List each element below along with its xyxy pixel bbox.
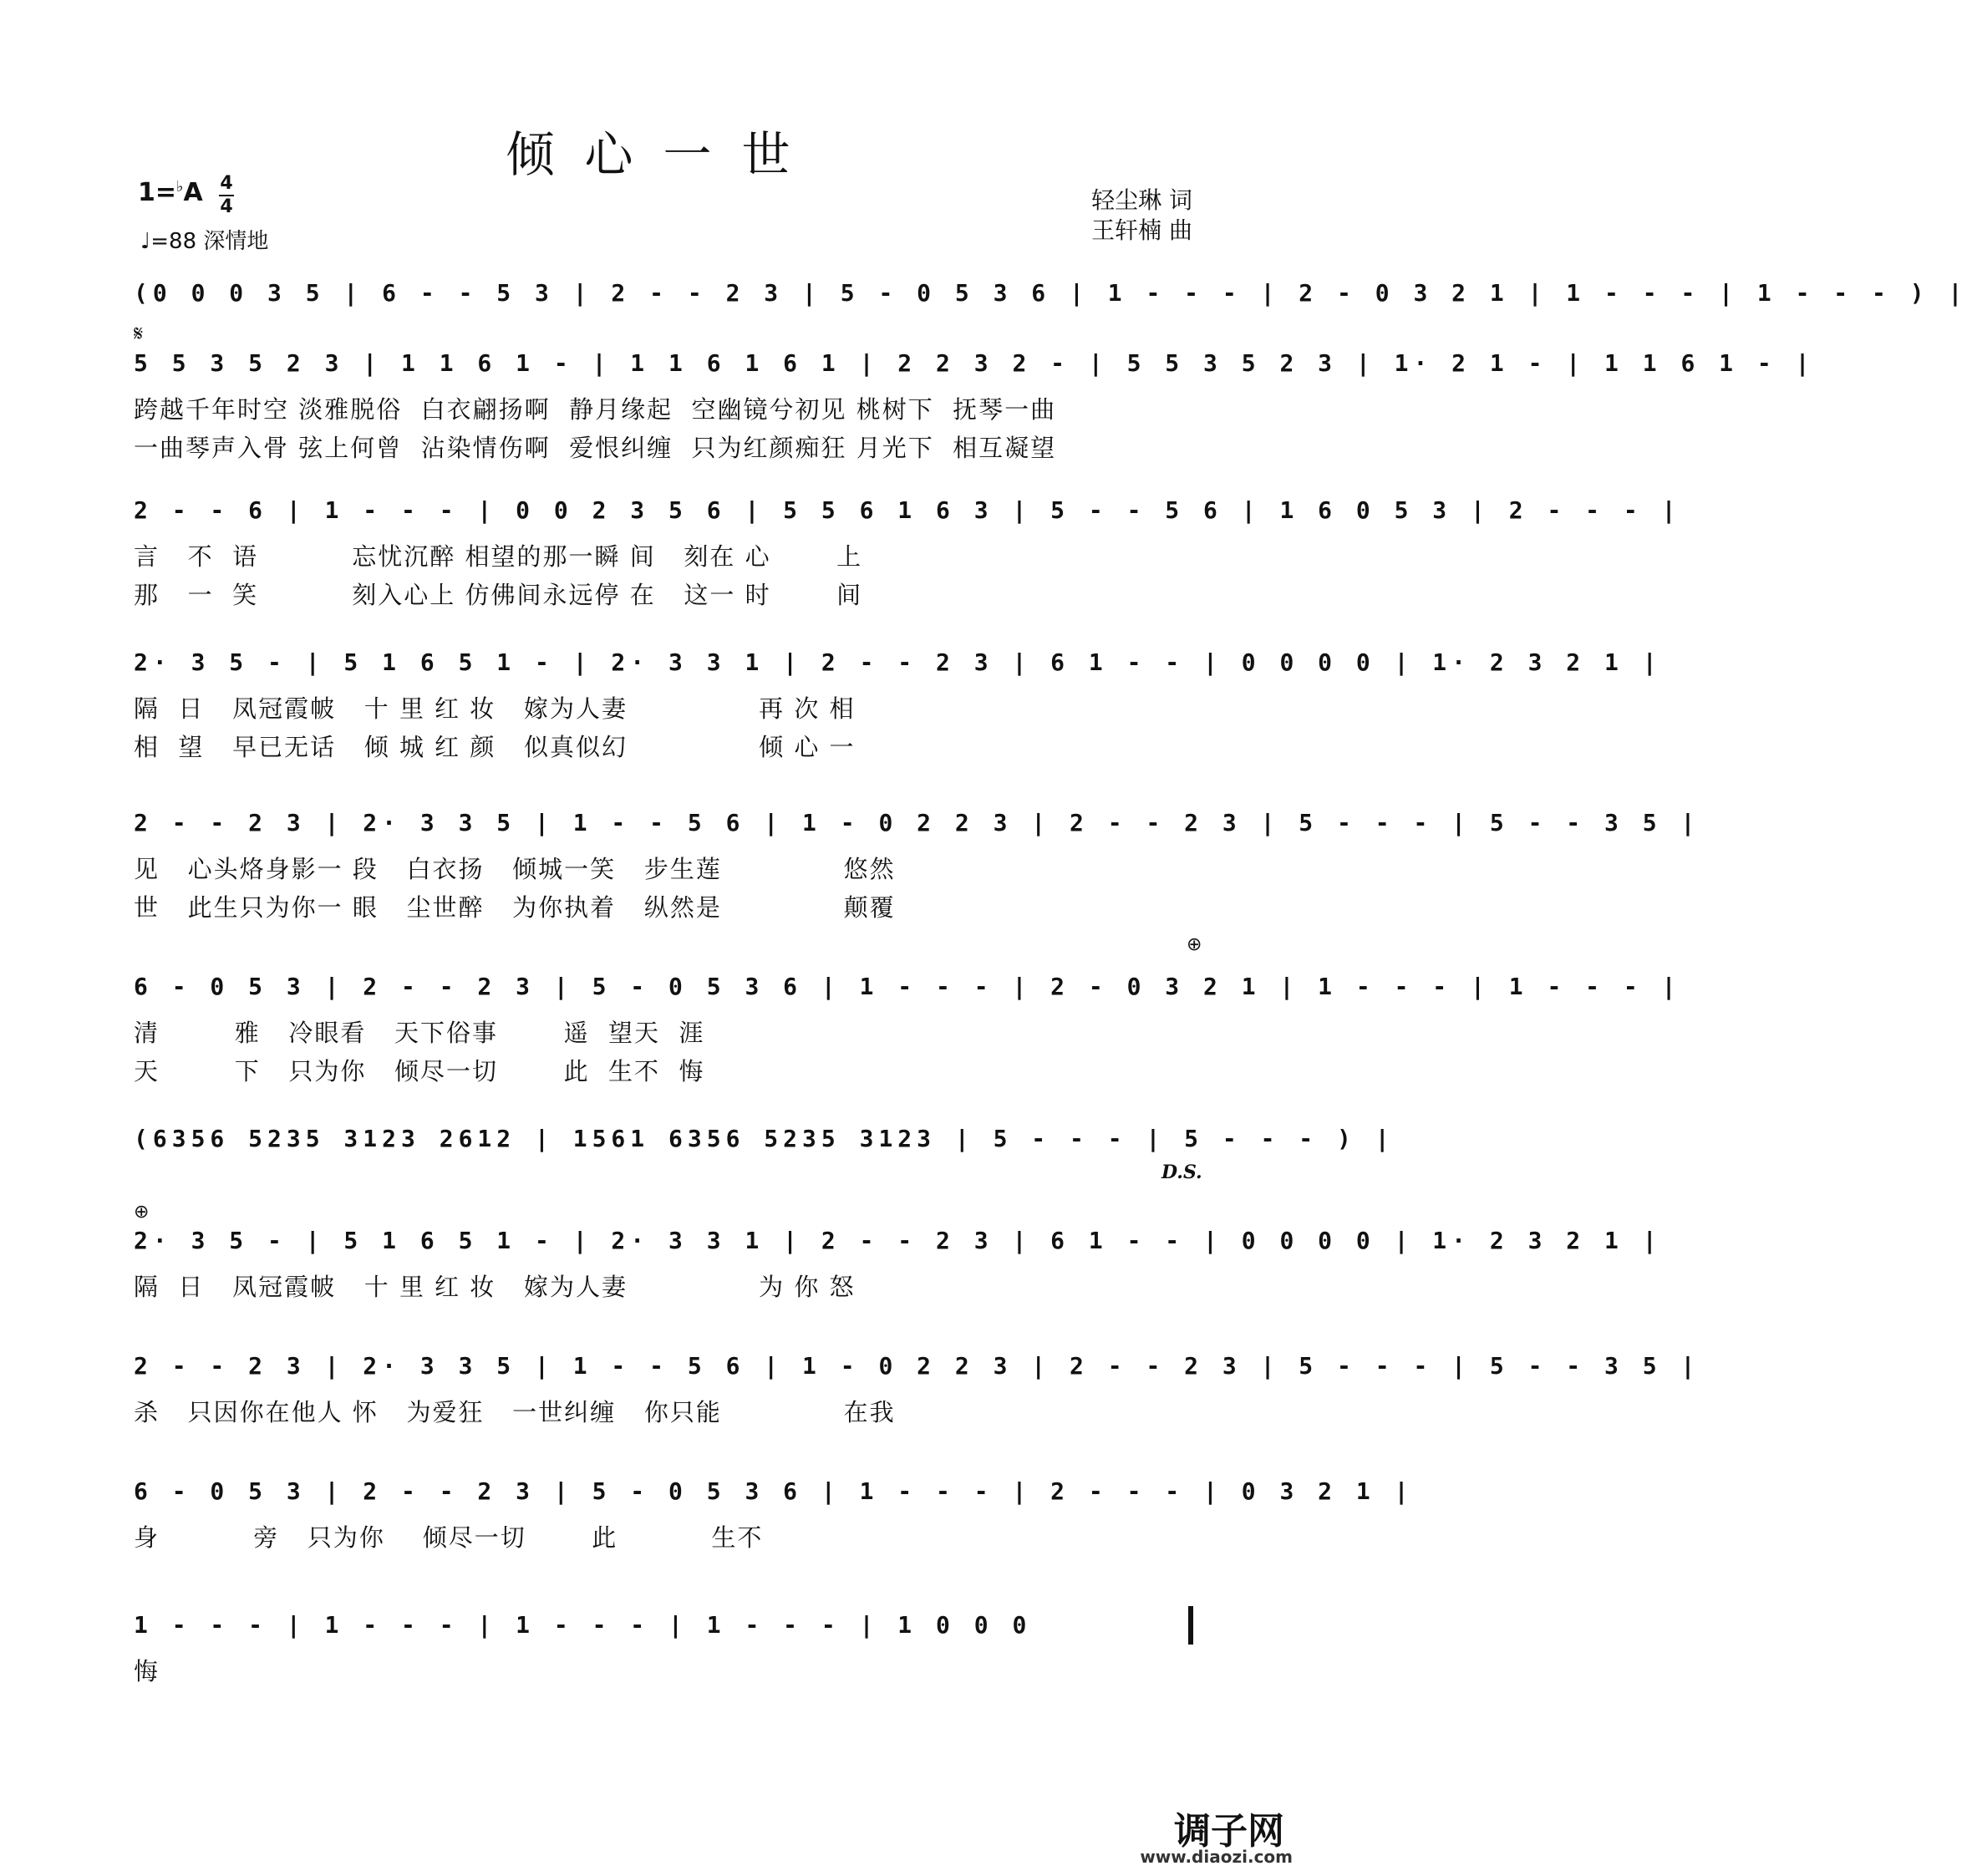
- composer: 王轩楠 曲: [1091, 216, 1192, 244]
- note-line: (6356 5235 3123 2612 | 1561 6356 5235 3123 | 5 - - - | 5 - - - ) |: [134, 1125, 1395, 1152]
- key-prefix: 1=: [138, 178, 177, 207]
- note-line: 6 - 0 5 3 | 2 - - 2 3 | 5 - 0 5 3 6 | 1 - - - | 2 - - - | 0 3 2 1 |: [134, 1477, 1414, 1505]
- key-note: A: [183, 178, 203, 207]
- final-barline: [1188, 1606, 1193, 1645]
- note-line: 1 - - - | 1 - - - | 1 - - - | 1 - - - | 1 0 0 0: [134, 1611, 1032, 1639]
- site-url: www.diaozi.com: [1140, 1847, 1293, 1867]
- coda-icon: ⊕: [134, 1202, 150, 1223]
- lyric-verse-1: 跨越千年时空 淡雅脱俗 白衣翩扬啊 静月缘起 空幽镜兮初见 桃树下 抚琴一曲: [134, 395, 1057, 424]
- flat-sign: ♭: [176, 178, 184, 196]
- note-line: 2 - - 2 3 | 2· 3 3 5 | 1 - - 5 6 | 1 - 0 2 2 3 | 2 - - 2 3 | 5 - - - | 5 - - 3 5 |: [134, 809, 1700, 836]
- lyricist: 轻尘琳 词: [1091, 186, 1192, 214]
- note-line: 6 - 0 5 3 | 2 - - 2 3 | 5 - 0 5 3 6 | 1 - - - | 2 - 0 3 2 1 | 1 - - - | 1 - - - |: [134, 973, 1681, 1000]
- time-signature-top: 4: [220, 173, 233, 194]
- credits: [1091, 186, 1192, 246]
- lyric-verse-2: 那 一 笑 刻入心上 仿佛间永远停 在 这一 时 间: [134, 581, 863, 609]
- score-title: 倾心一世: [506, 126, 821, 183]
- site-logo: 调子网: [1174, 1810, 1284, 1853]
- note-line: 2 - - 2 3 | 2· 3 3 5 | 1 - - 5 6 | 1 - 0 2 2 3 | 2 - - 2 3 | 5 - - - | 5 - - 3 5 |: [134, 1352, 1700, 1380]
- tempo-marking: ♩=88 深情地: [140, 229, 269, 254]
- lyric-verse-1: 身 旁 只为你 倾尽一切 此 生不: [134, 1523, 764, 1552]
- lyric-verse-2: 天 下 只为你 倾尽一切 此 生不 悔: [134, 1057, 705, 1085]
- note-line: 2· 3 5 - | 5 1 6 5 1 - | 2· 3 3 1 | 2 - - 2 3 | 6 1 - - | 0 0 0 0 | 1· 2 3 2 1 |: [134, 1227, 1662, 1254]
- lyric-verse-1: 言 不 语 忘忧沉醉 相望的那一瞬 间 刻在 心 上: [134, 542, 863, 571]
- time-signature-bottom: 4: [220, 196, 233, 217]
- coda-icon: ⊕: [1187, 934, 1202, 955]
- note-line: 2 - - 6 | 1 - - - | 0 0 2 3 5 6 | 5 5 6 1 6 3 | 5 - - 5 6 | 1 6 0 5 3 | 2 - - - |: [134, 496, 1681, 524]
- note-line: 5 5 3 5 2 3 | 1 1 6 1 - | 1 1 6 1 6 1 | 2 2 3 2 - | 5 5 3 5 2 3 | 1· 2 1 - | 1 1 6 1 - |: [134, 349, 1815, 377]
- segno-icon: 𝄋: [134, 322, 144, 347]
- key-signature: [138, 178, 203, 207]
- time-signature: [219, 174, 234, 217]
- lyric-verse-2: 世 此生只为你一 眼 尘世醉 为你执着 纵然是 颠覆: [134, 893, 896, 922]
- lyric-verse-1: 见 心头烙身影一 段 白衣扬 倾城一笑 步生莲 悠然: [134, 855, 896, 883]
- lyric-verse-1: 隔 日 凤冠霞帔 十 里 红 妆 嫁为人妻 为 你 怒: [134, 1273, 856, 1301]
- lyric-verse-1: 杀 只因你在他人 怀 为爱狂 一世纠缠 你只能 在我: [134, 1398, 896, 1426]
- lyric-verse-1: 隔 日 凤冠霞帔 十 里 红 妆 嫁为人妻 再 次 相: [134, 694, 856, 723]
- lyric-verse-2: 相 望 早已无话 倾 城 红 颜 似真似幻 倾 心 一: [134, 733, 856, 761]
- lyric-verse-2: 一曲琴声入骨 弦上何曾 沾染情伤啊 爱恨纠缠 只为红颜痴狂 月光下 相互凝望: [134, 434, 1057, 462]
- lyric-verse-1: 清 雅 冷眼看 天下俗事 遥 望天 涯: [134, 1019, 705, 1047]
- ds-marking: D.S.: [1161, 1162, 1202, 1183]
- note-line: 2· 3 5 - | 5 1 6 5 1 - | 2· 3 3 1 | 2 - - 2 3 | 6 1 - - | 0 0 0 0 | 1· 2 3 2 1 |: [134, 648, 1662, 676]
- lyric-verse-1: 悔: [134, 1657, 160, 1685]
- note-line: (0 0 0 3 5 | 6 - - 5 3 | 2 - - 2 3 | 5 - 0 5 3 6 | 1 - - - | 2 - 0 3 2 1 | 1 - - - | 1 - - - ) |: [134, 279, 1967, 307]
